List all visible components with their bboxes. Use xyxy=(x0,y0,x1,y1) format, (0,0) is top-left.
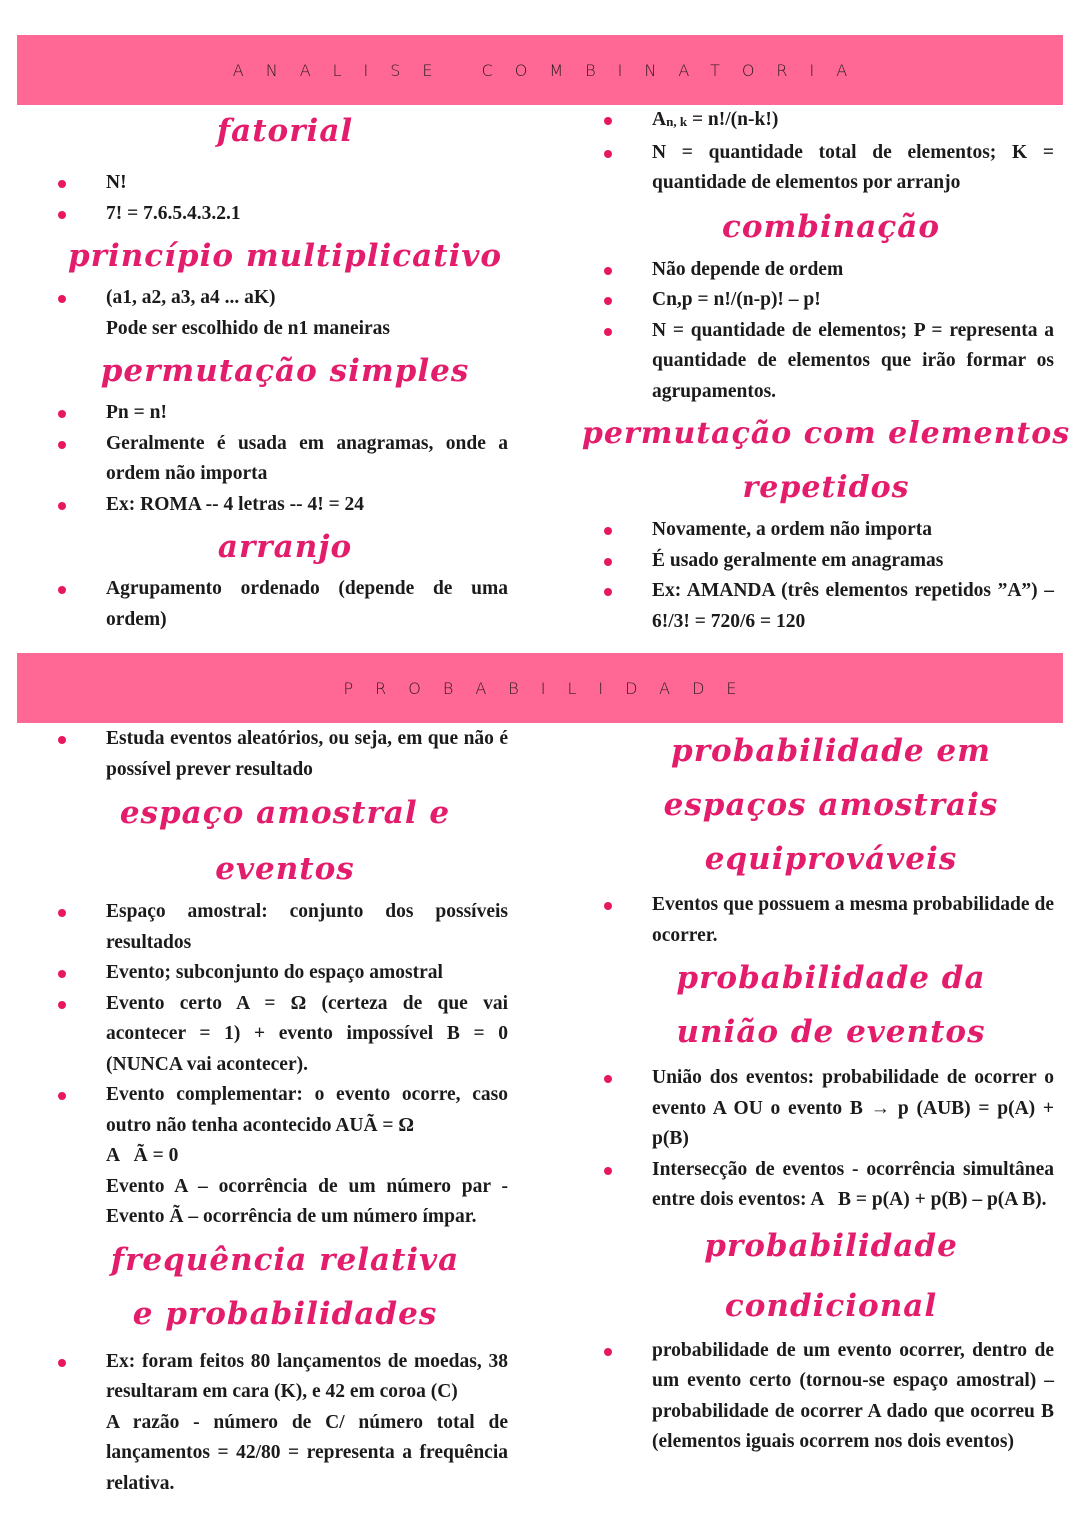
list-item: Cn,p = n!/(n-p)! – p! xyxy=(608,285,1054,316)
list-arranjo xyxy=(62,574,508,635)
list-frequencia-relativa xyxy=(62,1347,508,1500)
heading-espacos-equiprovaveis: probabilidade em espaços amostrais equiprováveis xyxy=(663,733,999,877)
right-column-combinatoria xyxy=(581,105,1071,637)
list-item: N = quantidade total de elementos; K = quantidade de elementos por arranjo xyxy=(608,138,1054,199)
list-item: Não depende de ordem xyxy=(608,255,1054,286)
heading-uniao-eventos: probabilidade da união de eventos xyxy=(676,960,986,1050)
list-item: Eventos que possuem a mesma probabilidade de ocorrer. xyxy=(608,890,1054,951)
heading-espaco-amostral: espaço amostral e eventos xyxy=(119,795,451,887)
heading-combinacao: combinação xyxy=(721,208,941,245)
section-banner-analise-combinatoria xyxy=(17,35,1063,105)
list-probabilidade-condicional xyxy=(608,1336,1054,1458)
heading-probabilidade-condicional: probabilidade condicional xyxy=(704,1227,958,1324)
heading-frequencia-relativa: frequência relativa e probabilidades xyxy=(110,1241,460,1332)
list-principio-multiplicativo xyxy=(62,283,508,344)
heading-principio-multiplicativo: princípio multiplicativo xyxy=(67,238,503,274)
list-item: Evento certo A = Ω (certeza de que vai acontecer = 1) + evento impossível B = 0 (NUNCA vai acontecer). xyxy=(62,989,508,1081)
list-item: Pn = n! xyxy=(62,398,508,429)
heading-permutacao-simples: permutação simples xyxy=(100,353,470,389)
section-title: ANALISE COMBINATORIA xyxy=(232,60,870,80)
right-column-probabilidade xyxy=(608,724,1059,1458)
list-permutacao-simples xyxy=(62,398,508,520)
list-equiprovaveis xyxy=(608,890,1054,951)
list-item: União dos eventos: probabilidade de ocorrer o evento A OU o evento B → p (AUB) = p(A) + p(B) xyxy=(608,1063,1054,1155)
list-fatorial xyxy=(62,168,508,229)
heading-permutacao-repetidos: permutação com elementos repetidos xyxy=(581,416,1071,505)
list-item: Ex: foram feitos 80 lançamentos de moedas, 38 resultaram em cara (K), e 42 em coroa (C) A razão - número de C/ número total de lançamentos = 42/80 = representa a frequência relativa. xyxy=(62,1347,508,1500)
list-permutacao-repetidos xyxy=(608,515,1054,637)
list-item: Agrupamento ordenado (depende de uma ordem) xyxy=(62,574,508,635)
list-item: N = quantidade de elementos; P = representa a quantidade de elementos que irão formar os agrupamentos. xyxy=(608,316,1054,408)
heading-arranjo: arranjo xyxy=(217,529,353,565)
list-item: Geralmente é usada em anagramas, onde a ordem não importa xyxy=(62,429,508,490)
list-item: probabilidade de um evento ocorrer, dentro de um evento certo (tornou-se espaço amostral) – probabilidade de ocorrer A dado que ocorreu B (elementos iguais ocorrem nos dois eventos) xyxy=(608,1336,1054,1458)
list-item: (a1, a2, a3, a4 ... aK) Pode ser escolhido de n1 maneiras xyxy=(62,283,508,344)
left-column-probabilidade xyxy=(62,724,508,1499)
list-item: Novamente, a ordem não importa xyxy=(608,515,1054,546)
list-uniao-eventos xyxy=(608,1063,1059,1216)
list-item: Espaço amostral: conjunto dos possíveis resultados xyxy=(62,897,508,958)
list-intro xyxy=(62,724,508,785)
list-item: Intersecção de eventos - ocorrência simultânea entre dois eventos: A B = p(A) + p(B) – p(A B). xyxy=(608,1155,1054,1216)
list-item: Ex: AMANDA (três elementos repetidos ”A”) – 6!/3! = 720/6 = 120 xyxy=(608,576,1054,637)
list-item: Estuda eventos aleatórios, ou seja, em que não é possível prever resultado xyxy=(62,724,508,785)
heading-fatorial: fatorial xyxy=(216,113,354,149)
list-item: $A_{n, k} = n!/(n-k!)$ xyxy=(608,105,1054,138)
section-banner-probabilidade xyxy=(17,653,1063,723)
left-column-combinatoria xyxy=(62,104,508,635)
section-title: PROBABILIDADE xyxy=(343,678,759,698)
list-combinacao xyxy=(608,255,1054,408)
list-arranjo-formula xyxy=(608,105,1054,199)
list-item: N! xyxy=(62,168,508,199)
list-item: Ex: ROMA -- 4 letras -- 4! = 24 xyxy=(62,490,508,521)
list-item: 7! = 7.6.5.4.3.2.1 xyxy=(62,199,508,230)
list-item: É usado geralmente em anagramas xyxy=(608,546,1054,577)
list-espaco-amostral xyxy=(62,897,508,1233)
list-item: Evento complementar: o evento ocorre, caso outro não tenha acontecido AUÃ = Ω A Ã = 0 Evento A – ocorrência de um número par - Evento Ã – ocorrência de um número ímpar. xyxy=(62,1080,508,1233)
list-item: Evento; subconjunto do espaço amostral xyxy=(62,958,508,989)
